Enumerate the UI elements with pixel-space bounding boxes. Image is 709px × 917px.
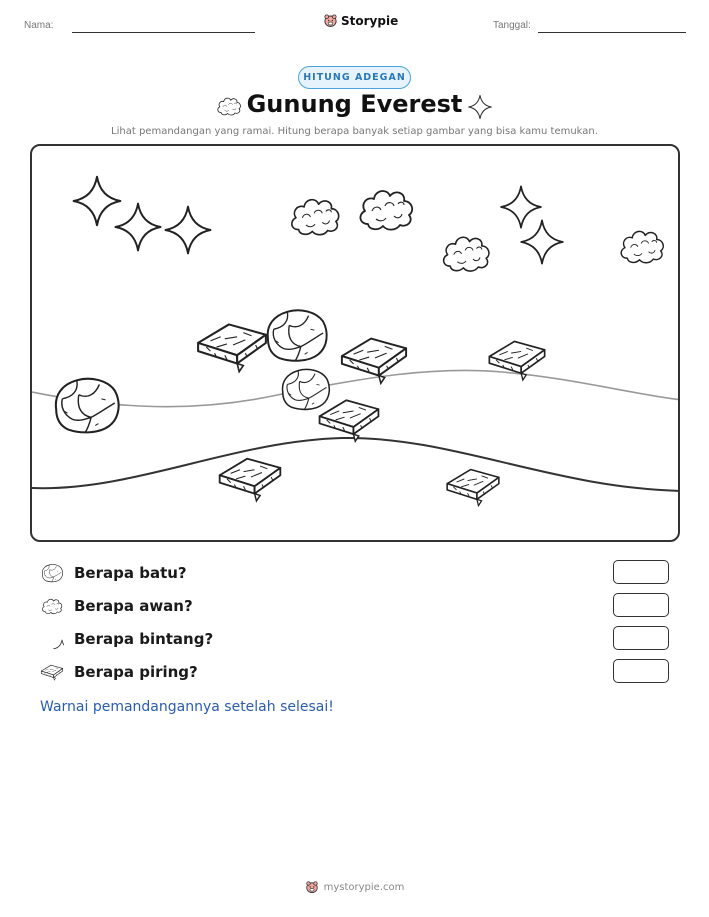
question-plates (40, 659, 670, 685)
coloring-instruction: Warnai pemandangannya setelah selesai! (40, 699, 334, 715)
name-line[interactable] (72, 32, 255, 33)
plate-icon (342, 339, 406, 384)
near-hill-line (32, 438, 680, 491)
footer (0, 880, 709, 894)
date-line[interactable] (538, 32, 686, 33)
rock-icon (283, 369, 330, 409)
plate-icon (40, 662, 64, 682)
star-icon (501, 186, 541, 227)
brand-logo (323, 13, 398, 28)
answer-box-plates[interactable] (613, 659, 669, 683)
star-icon (521, 220, 563, 263)
storypie-mascot-icon (305, 880, 319, 894)
page-title: Gunung Everest (246, 90, 463, 118)
plate-icon (198, 324, 266, 371)
page-subtitle: Lihat pemandangan yang ramai. Hitung berapa banyak setiap gambar yang bisa kamu temukan. (111, 126, 598, 137)
cloud-icon (444, 237, 489, 271)
question-label: Berapa awan? (74, 597, 193, 615)
name-label: Nama: (24, 20, 54, 31)
brand-name: Storypie (341, 13, 399, 28)
answer-box-rocks[interactable] (613, 560, 669, 584)
storypie-mascot-icon (323, 13, 338, 28)
answer-box-clouds[interactable] (613, 593, 669, 617)
answer-box-stars[interactable] (613, 626, 669, 650)
plate-icon (447, 470, 499, 506)
cloud-icon (360, 191, 412, 230)
activity-badge: HITUNG ADEGAN (298, 66, 411, 89)
plate-icon (220, 459, 281, 501)
rock-icon (56, 379, 119, 433)
cloud-icon (292, 200, 339, 235)
counting-scene (30, 144, 680, 542)
star-icon (467, 94, 493, 120)
star-icon (165, 207, 210, 254)
cloud-icon (621, 231, 663, 262)
plate-icon (320, 400, 379, 441)
question-label: Berapa bintang? (74, 630, 214, 648)
star-icon (40, 629, 64, 649)
question-stars (40, 626, 670, 652)
scene-illustration (32, 146, 680, 542)
rock-icon (40, 563, 64, 583)
question-label: Berapa piring? (74, 663, 198, 681)
rock-icon (268, 310, 327, 361)
footer-url: mystorypie.com (323, 881, 405, 893)
question-label: Berapa batu? (74, 564, 187, 582)
question-clouds (40, 593, 670, 619)
cloud-icon (40, 596, 64, 616)
star-icon (74, 177, 121, 226)
star-icon (115, 204, 160, 251)
question-rocks (40, 560, 670, 586)
far-hill-line (32, 370, 680, 406)
date-label: Tanggal: (493, 20, 531, 31)
